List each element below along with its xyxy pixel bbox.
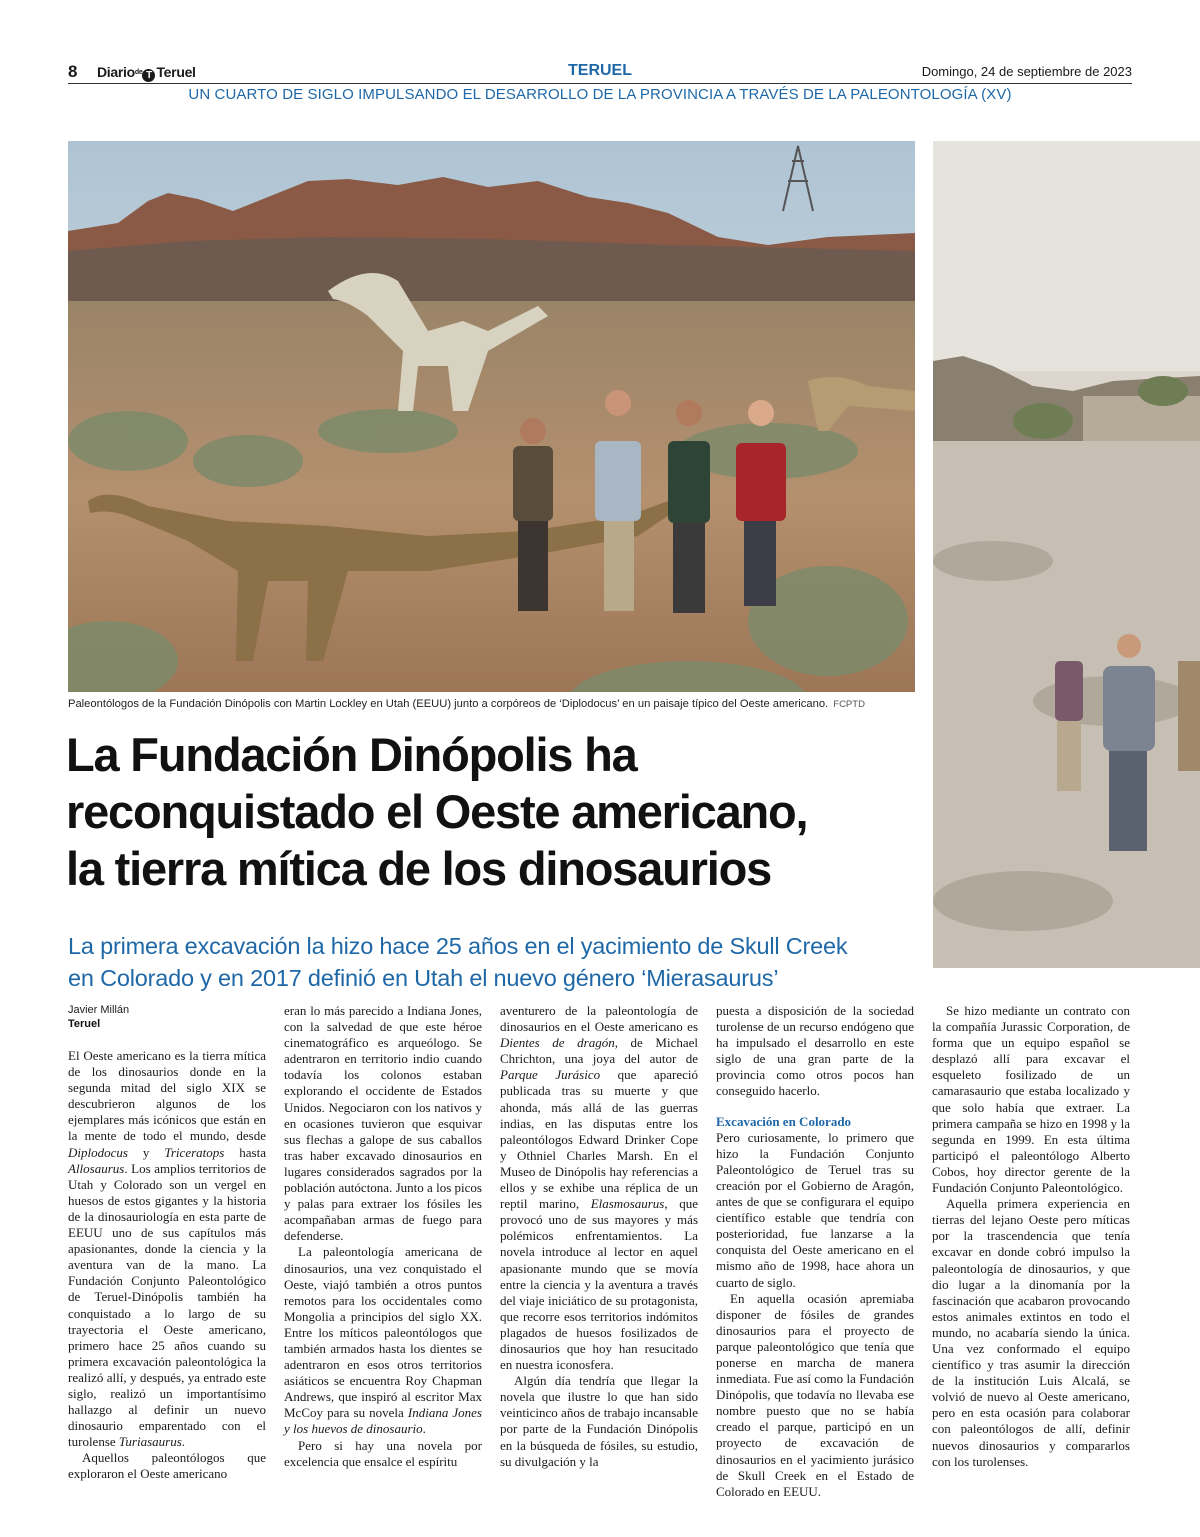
page-number: 8 xyxy=(68,62,78,81)
headline-line-1: La Fundación Dinópolis ha xyxy=(66,728,637,781)
body-column-2 xyxy=(284,1003,482,1470)
paragraph: Algún día tendría que llegar la novela que ilustre lo que han sido veinticinco años de trabajo incansable por parte de la Fundación Dinópolis en la búsqueda de fósiles, su estudio, su divulgación y la xyxy=(500,1373,698,1469)
masthead-teruel: Teruel xyxy=(156,64,196,80)
paragraph: eran lo más parecido a Indiana Jones, con la salvedad de que este héroe cinematográfico es arqueólogo. Se adentraron en territorio indio cuando todavía los colonos estaban explorando el occidente de Estados Unidos. Negociaron con los nativos y en ocasiones tuvieron que esquivar sus flechas a galope de sus caballos tras haber excavado dinosaurios en lugares considerados sagrados por la población autóctona. Junto a los picos y palas para extraer los fósiles les acompañaban armas de fuego para defenderse. xyxy=(284,1003,482,1244)
byline-place: Teruel xyxy=(68,1018,101,1030)
series-banner: UN CUARTO DE SIGLO IMPULSANDO EL DESARROLLO DE LA PROVINCIA A TRAVÉS DE LA PALEONTOLOGÍA (XV) xyxy=(188,86,1012,103)
paragraph: Se hizo mediante un contrato con la compañía Jurassic Corporation, de forma que un equipo español se desplazó allí para excavar el esqueleto fosilizado de un camarasaurio que estaba localizado y que solo había que extraer. La primera campaña se hizo en 1998 y la segunda en 1999. En esta última participó el paleontólogo Alberto Cobos, hoy director gerente de la Fundación Conjunto Paleontológico. xyxy=(932,1003,1130,1196)
body-column-1 xyxy=(68,1048,266,1483)
utah-paleontologists-photo xyxy=(68,141,915,692)
paragraph: En aquella ocasión apremiaba disponer de fósiles de grandes dinosaurios para el proyecto de parque paleontológico que tenía que ponerse en marcha de manera inmediata. Fue así como la Fundación Dinópolis, que todavía no llevaba ese nombre puesto que no se había creado el parque, participó en un proyecto de excavación de dinosaurios en el yacimiento jurásico de Skull Creek en el Estado de Colorado en EEUU. xyxy=(716,1290,914,1499)
subtitle xyxy=(68,930,918,994)
paragraph xyxy=(68,1048,266,1450)
headline-line-3: la tierra mítica de los dinosaurios xyxy=(66,842,772,895)
masthead-t-icon: T xyxy=(142,69,155,82)
colorado-excavation-photo xyxy=(933,141,1200,968)
paragraph: Pero curiosamente, lo primero que hizo la Fundación Conjunto Paleontológico de Teruel tras su creación por el Gobierno de Aragón, antes de que se configurara el equipo científico estable que tendría con posterioridad, fue lanzarse a la conquista del Oeste americano en el mismo año de 1998, hace ahora un cuarto de siglo. xyxy=(716,1129,914,1290)
headline xyxy=(66,726,926,897)
text-run: . Los amplios territorios de Utah y Colorado son un vergel en huesos de estos gigantes y la historia de la dinosauriología en esta parte de EEUU uno de sus capítulos más apasionantes, donde la ciencia y la aventura van de la mano. La Fundación Conjunto Paleontológico de Teruel-Dinópolis también ha conquistado a lo largo de su trayectoria el Oeste americano, primero hace 25 años cuando su primera excavación paleontológica la realizó allí, y después, ya entrado este siglo, realizó un importantísimo hallazgo al definir un nuevo dinosaurio emparentado con el turolense xyxy=(68,1160,266,1450)
paragraph: Aquella primera experiencia en tierras del lejano Oeste pero míticas por la trascendencia que tenía excavar en donde cobró impulso la paleontología de dinosaurios, y que dio lugar a la dinomanía por la fascinación que acabaron provocando estos animales extintos en todo el mundo, no acabaría siendo la única. Una vez conformado el equipo científico y tras asumir la dirección de la institución Luis Alcalá, se volvió de nuevo al Oeste americano, pero en esta ocasión para colaborar con paleontólogos de allí, definir nuevos dinosaurios y compararlos con los turolenses. xyxy=(932,1196,1130,1469)
italic-run: Indiana Jones y los huevos de dinosaurio xyxy=(284,1405,482,1437)
section-subheading: Excavación en Colorado xyxy=(716,1113,852,1129)
masthead-diario: Diario xyxy=(97,64,135,80)
photo-credit: FCPTD xyxy=(833,699,865,710)
italic-run: Turiasaurus xyxy=(118,1434,182,1450)
paragraph: Pero si hay una novela por excelencia que ensalce el espíritu xyxy=(284,1437,482,1469)
subtitle-line-2: en Colorado y en 2017 definió en Utah el nuevo género ‘Mierasaurus’ xyxy=(68,965,779,991)
text-run: . xyxy=(422,1421,426,1437)
subtitle-line-1: La primera excavación la hizo hace 25 años en el yacimiento de Skull Creek xyxy=(68,933,848,959)
body-column-5 xyxy=(932,1003,1130,1470)
italic-run: Allosaurus xyxy=(68,1160,125,1176)
header-divider xyxy=(68,83,1132,84)
text-run: que apareció publicada tras su muerte y que ahonda, más allá de las guerras indias, en las disputas entre los paleontólogos Edward Drinker Cope y Othniel Charles Marsh. En el Museo de Dinópolis hay referencias a ellos y se exhibe una réplica de un reptil marino, xyxy=(500,1067,698,1212)
headline-line-2: reconquistado el Oeste americano, xyxy=(66,785,808,838)
text-run: El Oeste americano es la tierra mítica de los dinosaurios donde en la segunda mitad del siglo XIX se descubrieron algunos de los ejemplares más icónicos que están en la mente de todo el mundo, desde xyxy=(68,1048,266,1144)
photo-caption xyxy=(68,698,918,710)
byline-author: Javier Millán xyxy=(68,1004,130,1016)
text-run: y xyxy=(127,1144,165,1160)
masthead-de: de xyxy=(134,69,143,76)
issue-date: Domingo, 24 de septiembre de 2023 xyxy=(921,64,1132,79)
body-column-4 xyxy=(716,1003,914,1500)
text-run: , de Michael Chrichton, una joya del autor de xyxy=(500,1035,698,1067)
paragraph xyxy=(500,1003,698,1373)
main-photo xyxy=(68,141,915,692)
text-run: . xyxy=(181,1434,186,1450)
body-column-3 xyxy=(500,1003,698,1470)
text-run: aventurero de la paleontología de dinosaurios en el Oeste americano es xyxy=(500,1003,698,1035)
italic-run: Diplodocus xyxy=(68,1144,128,1160)
section-name: TERUEL xyxy=(568,62,632,79)
text-run: hasta xyxy=(224,1144,266,1160)
italic-run: Triceratops xyxy=(164,1144,225,1160)
italic-run: Elasmosaurus xyxy=(590,1196,665,1212)
text-run: La paleontología americana de dinosaurios, una vez conquistado el Oeste, viajó también a otros puntos remotos para los occidentales como Mongolia a principios del siglo XX. Entre los míticos paleontólogos que también armados hasta los dientes se adentraron en esos otros territorios asiáticos se encuentra Roy Chapman Andrews, que inspiró al escritor Max McCoy para su novela xyxy=(284,1244,482,1421)
text-run: , que provocó uno de sus mayores y más polémicos enfrentamientos. La novela introduce al lector en aquel apasionante mundo que se movía entre la ciencia y la aventura a través del viaje iniciático de su protagonista, que recorre esos territorios indómitos plagados de huesos fosilizados de dinosaurios que hoy han resucitado en nuestra iconosfera. xyxy=(500,1196,698,1373)
italic-run: Dientes de dragón xyxy=(500,1035,615,1051)
paragraph: puesta a disposición de la sociedad turolense de un recurso endógeno que ha impulsado el desarrollo en este siglo de una gran parte de la provincia como otros pocos han conseguido hacerlo. xyxy=(716,1003,914,1099)
caption-text: Paleontólogos de la Fundación Dinópolis con Martin Lockley en Utah (EEUU) junto a corpóreos de ‘Diplodocus’ en un paisaje típico del Oeste americano. xyxy=(68,698,829,710)
paragraph xyxy=(284,1244,482,1437)
italic-run: Parque Jurásico xyxy=(500,1067,601,1083)
paragraph: Aquellos paleontólogos que exploraron el Oeste americano xyxy=(68,1450,266,1482)
side-photo xyxy=(933,141,1200,968)
